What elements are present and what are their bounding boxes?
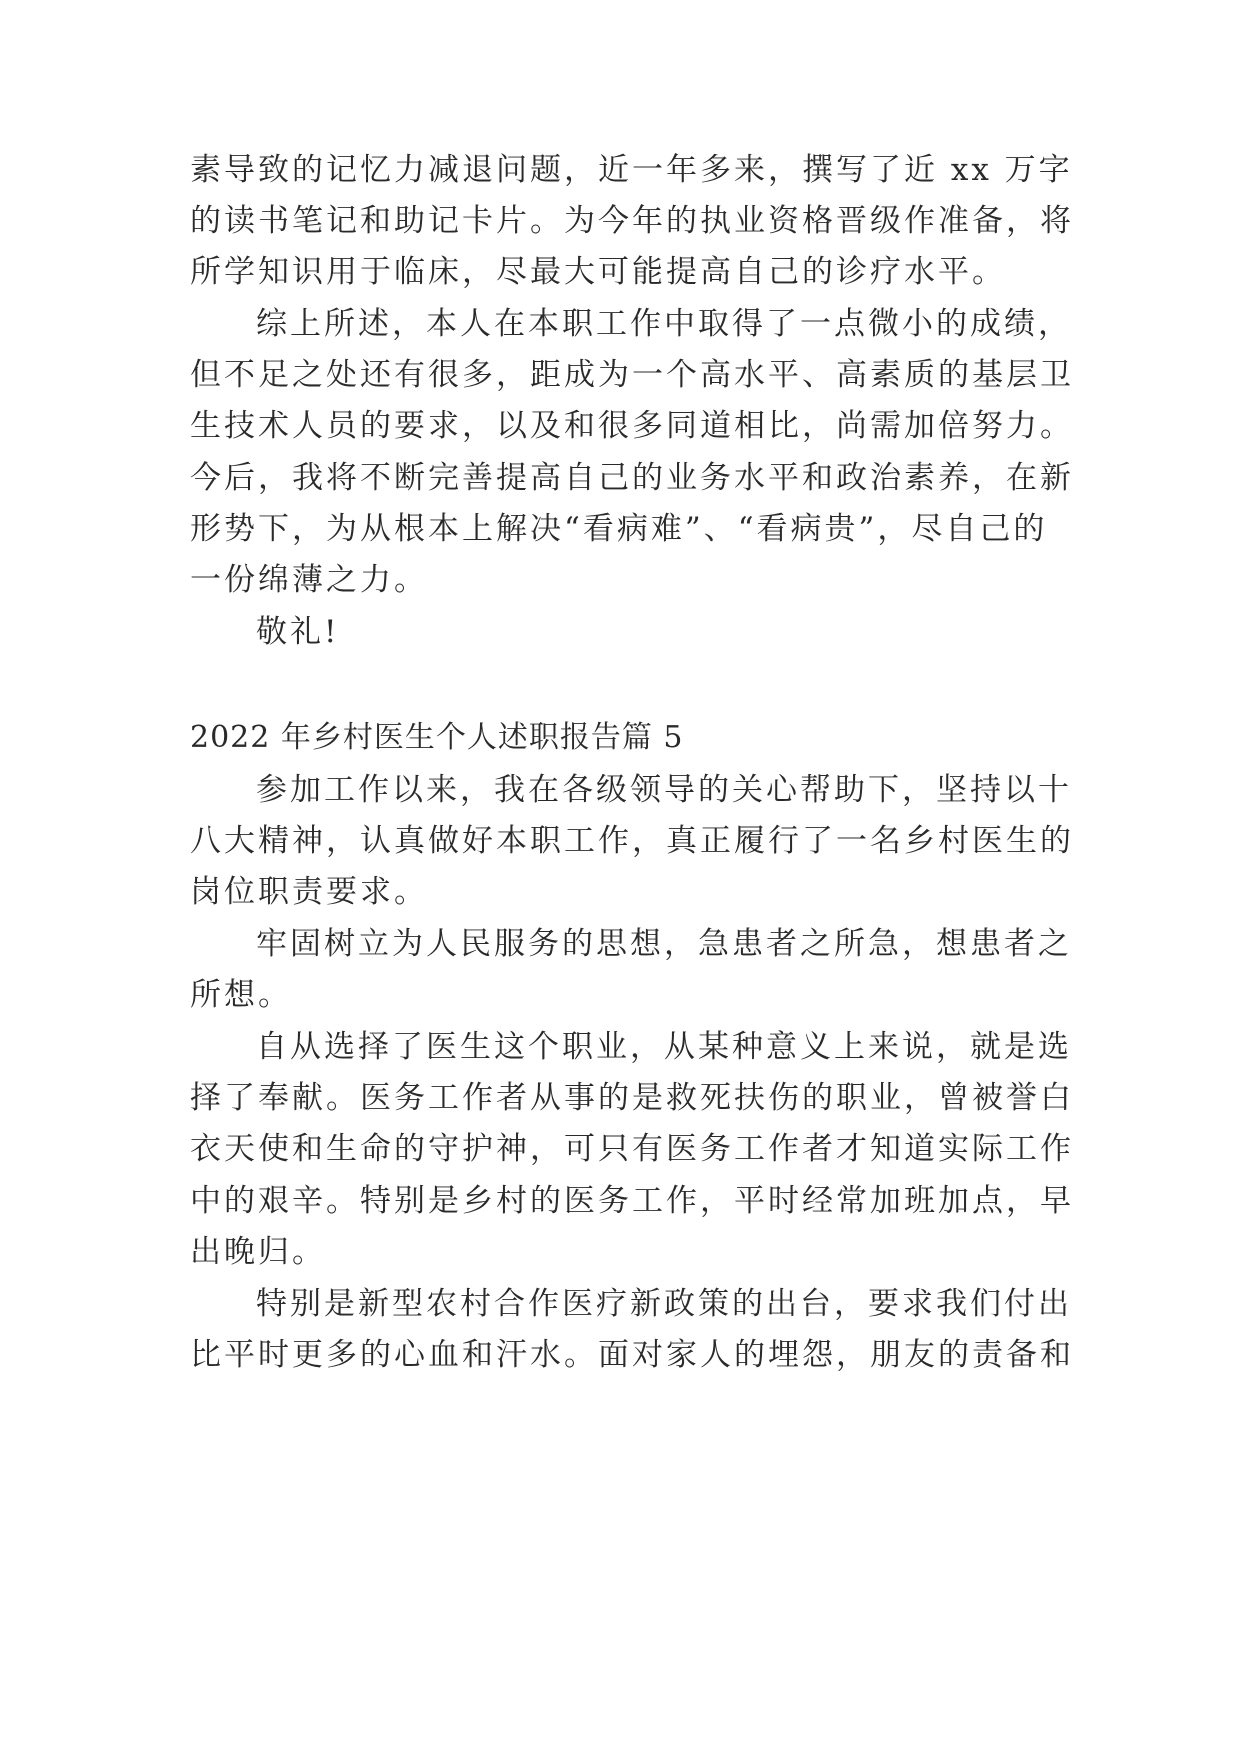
text-line: 今后，我将不断完善提高自己的业务水平和政治素养，在新	[190, 460, 1074, 496]
text-line: 但不足之处还有很多，距成为一个高水平、高素质的基层卫	[190, 357, 1074, 393]
text-line: 中的艰辛。特别是乡村的医务工作，平时经常加班加点，早	[190, 1183, 1074, 1219]
paragraph-first-line: 特别是新型农村合作医疗新政策的出台，要求我们付出	[256, 1286, 1072, 1322]
closing-salutation: 敬礼!	[256, 614, 340, 650]
text-line: 一份绵薄之力。	[190, 562, 428, 598]
text-line: 八大精神，认真做好本职工作，真正履行了一名乡村医生的	[190, 823, 1074, 859]
text-line: 形势下，为从根本上解决“看病难”、“看病贵”，尽自己的	[190, 511, 1048, 547]
text-line: 的读书笔记和助记卡片。为今年的执业资格晋级作准备，将	[190, 203, 1074, 239]
text-line: 素导致的记忆力减退问题，近一年多来，撰写了近 xx 万字	[190, 152, 1073, 188]
text-line: 比平时更多的心血和汗水。面对家人的埋怨，朋友的责备和	[190, 1337, 1074, 1373]
paragraph-first-line: 自从选择了医生这个职业，从某种意义上来说，就是选	[256, 1029, 1072, 1065]
paragraph-first-line: 综上所述，本人在本职工作中取得了一点微小的成绩，	[256, 306, 1072, 342]
paragraph-first-line: 牢固树立为人民服务的思想，急患者之所急，想患者之	[256, 926, 1072, 962]
text-line: 择了奉献。医务工作者从事的是救死扶伤的职业，曾被誉白	[190, 1080, 1074, 1116]
text-line: 出晚归。	[190, 1234, 326, 1270]
text-line: 所学知识用于临床，尽最大可能提高自己的诊疗水平。	[190, 254, 1006, 290]
paragraph-first-line: 参加工作以来，我在各级领导的关心帮助下，坚持以十	[256, 772, 1072, 808]
text-line: 衣天使和生命的守护神，可只有医务工作者才知道实际工作	[190, 1131, 1074, 1167]
text-line: 所想。	[190, 977, 292, 1013]
text-line: 生技术人员的要求，以及和很多同道相比，尚需加倍努力。	[190, 408, 1074, 444]
section-title: 2022 年乡村医生个人述职报告篇 5	[190, 720, 684, 755]
text-line: 岗位职责要求。	[190, 874, 428, 910]
